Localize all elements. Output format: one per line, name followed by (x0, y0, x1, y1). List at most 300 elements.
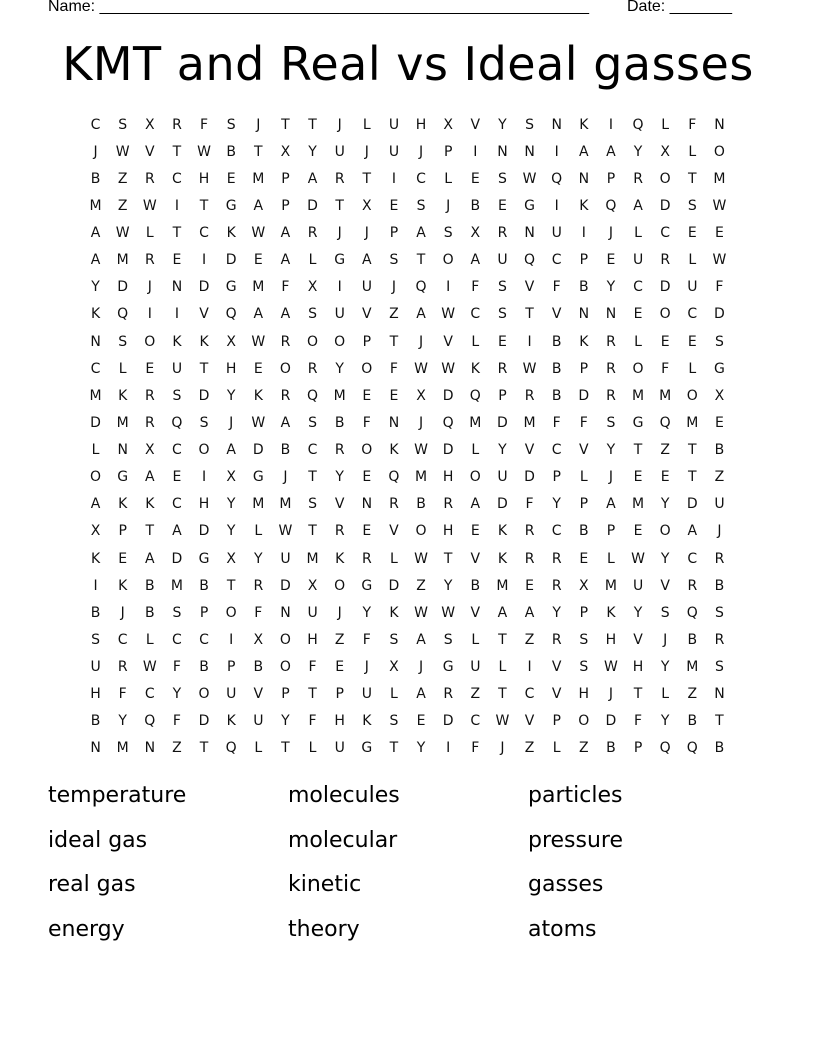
grid-letter: M (116, 740, 129, 757)
grid-letter: E (633, 306, 643, 323)
word-list-item: molecules (288, 783, 400, 808)
grid-letter: L (254, 740, 263, 757)
grid-letter: D (578, 387, 590, 404)
grid-letter: L (444, 170, 453, 187)
grid-letter: I (174, 306, 179, 323)
worksheet-header (48, 0, 748, 20)
grid-letter: V (253, 686, 264, 703)
grid-letter: D (442, 387, 454, 404)
grid-letter: Q (659, 414, 671, 431)
grid-letter: W (142, 659, 157, 676)
grid-letter: I (337, 279, 342, 296)
grid-letter: R (280, 333, 291, 350)
grid-letter: Y (335, 469, 344, 486)
word-list-item: atoms (528, 916, 597, 942)
grid-letter: E (362, 469, 372, 486)
grid-letter: M (252, 496, 265, 513)
grid-letter: F (471, 279, 480, 296)
grid-letter: N (551, 116, 562, 133)
grid-letter: N (171, 279, 183, 296)
grid-letter: D (198, 523, 210, 540)
grid-letter: P (606, 170, 616, 187)
grid-letter: G (198, 550, 210, 567)
grid-letter: U (497, 469, 508, 486)
grid-letter: H (442, 523, 454, 540)
grid-letter: B (714, 740, 725, 757)
grid-letter: I (608, 116, 613, 133)
grid-letter: L (661, 116, 670, 133)
grid-letter: S (443, 631, 453, 648)
grid-letter: J (608, 686, 613, 703)
grid-letter: S (389, 713, 399, 730)
grid-letter: G (252, 469, 264, 486)
grid-letter: P (281, 170, 290, 187)
grid-letter: K (497, 523, 508, 540)
grid-letter: V (470, 116, 481, 133)
grid-letter: J (418, 659, 424, 676)
grid-letter: Q (117, 306, 129, 323)
word-list-item: particles (528, 783, 623, 808)
grid-letter: L (552, 740, 561, 757)
grid-letter: B (579, 523, 589, 540)
grid-letter: H (442, 469, 454, 486)
grid-letter: J (391, 279, 396, 296)
grid-letter: N (578, 170, 590, 187)
grid-letter: W (712, 252, 727, 269)
grid-letter: A (524, 604, 535, 621)
grid-letter: R (361, 550, 372, 567)
grid-letter: J (500, 740, 505, 757)
grid-letter: Y (606, 279, 616, 296)
grid-letter: W (441, 306, 456, 323)
grid-letter: M (604, 577, 617, 594)
grid-letter: S (687, 197, 697, 214)
grid-letter: R (551, 550, 562, 567)
grid-letter: E (362, 387, 372, 404)
grid-letter: T (145, 523, 155, 540)
grid-letter: E (687, 333, 697, 350)
grid-letter: B (145, 577, 155, 594)
grid-letter: J (364, 143, 369, 160)
grid-letter: J (364, 659, 369, 676)
grid-letter: X (362, 197, 372, 214)
grid-letter: J (717, 523, 722, 540)
grid-letter: F (172, 713, 181, 730)
grid-letter: X (253, 631, 264, 648)
grid-letter: N (361, 496, 373, 513)
grid-letter: O (90, 469, 102, 486)
grid-letter: V (199, 306, 209, 323)
grid-letter: C (117, 631, 128, 648)
grid-letter: P (226, 659, 236, 676)
grid-letter: C (470, 713, 481, 730)
grid-letter: P (498, 387, 507, 404)
grid-letter: V (551, 306, 562, 323)
grid-letter: N (524, 143, 535, 160)
grid-letter: L (471, 631, 480, 648)
grid-letter: A (497, 604, 508, 621)
word-list-item: ideal gas (48, 827, 148, 853)
grid-letter: Y (226, 387, 236, 404)
grid-letter: C (551, 523, 562, 540)
grid-letter: E (498, 197, 507, 214)
grid-letter: F (281, 279, 290, 296)
grid-letter: I (527, 333, 532, 350)
grid-letter: C (172, 442, 182, 459)
grid-letter: J (337, 604, 342, 621)
grid-letter: J (229, 414, 234, 431)
grid-letter: V (524, 713, 535, 730)
grid-letter: V (524, 442, 535, 459)
grid-letter: R (524, 523, 535, 540)
grid-letter: Z (334, 631, 345, 648)
grid-letter: A (307, 170, 318, 187)
grid-letter: Y (226, 523, 236, 540)
grid-letter: E (498, 333, 507, 350)
grid-letter: O (469, 469, 481, 486)
grid-letter: H (578, 686, 590, 703)
grid-letter: B (253, 659, 264, 676)
grid-letter: Y (335, 360, 344, 377)
grid-letter: P (281, 197, 290, 214)
grid-letter: K (253, 387, 263, 404)
grid-letter: I (93, 577, 98, 594)
grid-letter: O (361, 442, 373, 459)
grid-letter: J (93, 143, 98, 160)
letter-grid (82, 111, 733, 762)
grid-letter: B (90, 170, 101, 187)
grid-letter: O (198, 442, 210, 459)
grid-letter: Y (633, 604, 643, 621)
grid-letter: A (280, 414, 291, 431)
grid-letter: O (442, 252, 454, 269)
grid-letter: D (307, 197, 318, 214)
grid-letter: T (443, 550, 453, 567)
grid-letter: A (416, 225, 426, 242)
grid-letter: J (256, 116, 261, 133)
grid-letter: J (120, 604, 125, 621)
grid-letter: E (633, 523, 643, 540)
grid-letter: B (470, 577, 481, 594)
grid-letter: T (362, 170, 372, 187)
grid-letter: A (362, 252, 372, 269)
grid-letter: A (416, 686, 426, 703)
grid-letter: T (335, 197, 344, 214)
grid-letter: B (687, 713, 698, 730)
grid-letter: A (470, 496, 481, 513)
grid-letter: C (551, 442, 562, 459)
grid-letter: A (687, 523, 698, 540)
grid-letter: O (713, 143, 725, 160)
grid-letter: T (226, 577, 236, 594)
grid-letter: K (497, 550, 508, 567)
grid-letter: V (660, 577, 670, 594)
grid-letter: J (337, 116, 342, 133)
grid-letter: B (687, 631, 698, 648)
grid-letter: P (606, 523, 616, 540)
grid-letter: N (280, 604, 291, 621)
grid-letter: X (307, 577, 318, 594)
grid-letter: A (280, 306, 291, 323)
grid-letter: S (308, 306, 317, 323)
grid-letter: B (199, 577, 209, 594)
grid-letter: N (714, 116, 725, 133)
grid-letter: O (279, 659, 291, 676)
grid-letter: F (552, 279, 561, 296)
grid-letter: G (334, 252, 346, 269)
grid-letter: Y (498, 116, 507, 133)
grid-letter: T (525, 306, 534, 323)
grid-letter: S (606, 414, 616, 431)
grid-letter: L (145, 225, 154, 242)
grid-letter: R (497, 225, 508, 242)
grid-letter: K (145, 496, 155, 513)
grid-letter: A (579, 143, 589, 160)
grid-letter: W (115, 143, 130, 160)
grid-letter: H (605, 631, 617, 648)
grid-letter: S (416, 197, 426, 214)
grid-letter: H (225, 360, 237, 377)
grid-letter: L (308, 252, 317, 269)
grid-letter: D (280, 577, 291, 594)
grid-letter: G (117, 469, 129, 486)
grid-letter: R (606, 360, 616, 377)
grid-letter: Y (443, 577, 453, 594)
grid-letter: Q (469, 387, 481, 404)
grid-letter: T (172, 225, 182, 242)
grid-letter: J (283, 469, 288, 486)
grid-letter: R (551, 577, 562, 594)
grid-letter: X (226, 333, 236, 350)
grid-letter: X (226, 469, 236, 486)
grid-letter: P (579, 360, 589, 377)
grid-letter: Q (307, 387, 319, 404)
grid-letter: C (416, 170, 426, 187)
grid-letter: I (174, 197, 179, 214)
grid-letter: D (659, 197, 671, 214)
grid-letter: H (307, 631, 318, 648)
grid-letter: S (443, 225, 453, 242)
grid-letter: K (579, 333, 589, 350)
grid-letter: F (471, 740, 480, 757)
grid-letter: S (172, 387, 182, 404)
grid-letter: C (90, 360, 101, 377)
grid-letter: R (334, 170, 345, 187)
grid-letter: W (522, 360, 537, 377)
grid-letter: C (633, 279, 643, 296)
grid-letter: F (172, 659, 181, 676)
grid-letter: U (280, 550, 291, 567)
grid-letter: D (252, 442, 264, 459)
grid-letter: Z (687, 686, 698, 703)
grid-letter: I (554, 143, 559, 160)
grid-letter: Z (117, 197, 128, 214)
grid-letter: F (254, 604, 263, 621)
grid-letter: H (198, 496, 210, 513)
grid-letter: P (552, 469, 561, 486)
grid-letter: Q (225, 306, 237, 323)
grid-letter: M (252, 279, 265, 296)
grid-letter: J (364, 225, 369, 242)
grid-letter: M (170, 577, 183, 594)
grid-letter: T (172, 143, 182, 160)
grid-letter: T (254, 143, 263, 160)
grid-letter: P (362, 333, 372, 350)
word-list-item: real gas (48, 872, 136, 897)
grid-letter: E (660, 333, 670, 350)
grid-letter: P (552, 713, 561, 730)
grid-letter: T (308, 469, 317, 486)
grid-letter: W (414, 550, 428, 567)
grid-letter: A (90, 225, 101, 242)
grid-letter: Q (388, 469, 400, 486)
grid-letter: K (579, 197, 589, 214)
grid-letter: U (253, 713, 264, 730)
grid-letter: R (253, 577, 264, 594)
grid-letter: P (633, 740, 643, 757)
grid-letter: D (171, 550, 183, 567)
grid-letter: J (446, 197, 451, 214)
grid-letter: Z (660, 442, 670, 459)
grid-letter: C (172, 496, 182, 513)
grid-letter: K (389, 442, 399, 459)
name-field-label: Name: _______________________________________________________ (48, 0, 589, 15)
grid-letter: R (334, 442, 345, 459)
grid-letter: C (172, 170, 182, 187)
grid-letter: T (688, 170, 697, 187)
grid-letter: P (443, 143, 453, 160)
grid-letter: R (524, 550, 535, 567)
grid-letter: L (471, 333, 480, 350)
grid-letter: F (661, 360, 670, 377)
grid-letter: B (280, 442, 291, 459)
grid-letter: W (278, 523, 293, 540)
grid-letter: W (441, 360, 456, 377)
grid-letter: F (525, 496, 534, 513)
grid-letter: U (470, 659, 481, 676)
grid-letter: J (147, 279, 152, 296)
grid-letter: F (362, 631, 371, 648)
grid-letter: R (280, 387, 291, 404)
grid-letter: Y (498, 442, 507, 459)
grid-letter: M (632, 387, 645, 404)
grid-letter: A (416, 306, 426, 323)
grid-letter: U (551, 225, 562, 242)
grid-letter: Y (281, 713, 290, 730)
grid-letter: E (145, 360, 155, 377)
grid-letter: G (524, 197, 535, 214)
grid-letter: B (145, 604, 155, 621)
grid-letter: R (117, 659, 128, 676)
grid-letter: D (524, 469, 535, 486)
grid-letter: N (117, 442, 128, 459)
grid-letter: U (334, 306, 345, 323)
grid-letter: W (414, 442, 428, 459)
grid-letter: T (389, 740, 399, 757)
grid-letter: Q (551, 170, 563, 187)
grid-letter: X (307, 279, 318, 296)
grid-letter: O (632, 360, 644, 377)
grid-letter: R (714, 550, 725, 567)
grid-letter: L (390, 550, 398, 567)
grid-letter: Y (660, 496, 670, 513)
grid-letter: E (579, 550, 589, 567)
grid-letter: D (497, 496, 508, 513)
grid-letter: M (415, 469, 428, 486)
grid-letter: S (308, 414, 317, 431)
grid-letter: R (551, 631, 562, 648)
grid-letter: V (470, 550, 481, 567)
grid-letter: F (118, 686, 127, 703)
grid-letter: W (604, 659, 618, 676)
grid-letter: O (307, 333, 319, 350)
grid-letter: D (605, 713, 617, 730)
grid-letter: K (389, 604, 399, 621)
grid-letter: T (498, 631, 507, 648)
grid-letter: P (118, 523, 127, 540)
word-list-item: theory (288, 916, 360, 942)
grid-letter: E (226, 170, 236, 187)
grid-letter: W (414, 604, 428, 621)
grid-letter: L (362, 116, 371, 133)
grid-letter: U (687, 279, 698, 296)
grid-letter: E (118, 550, 128, 567)
grid-letter: X (226, 550, 236, 567)
grid-letter: O (361, 360, 373, 377)
grid-letter: R (497, 360, 508, 377)
grid-letter: E (470, 170, 480, 187)
grid-letter: Q (659, 740, 671, 757)
grid-letter: O (659, 170, 671, 187)
grid-letter: N (605, 306, 617, 323)
grid-letter: K (226, 713, 236, 730)
grid-letter: T (498, 686, 507, 703)
grid-letter: K (606, 604, 616, 621)
grid-letter: R (389, 496, 399, 513)
grid-letter: P (199, 604, 209, 621)
grid-letter: B (714, 577, 725, 594)
grid-letter: W (414, 360, 428, 377)
grid-letter: L (471, 442, 480, 459)
grid-letter: I (473, 143, 478, 160)
grid-letter: L (254, 523, 263, 540)
grid-letter: X (714, 387, 725, 404)
grid-letter: B (606, 740, 616, 757)
grid-letter: W (115, 225, 130, 242)
grid-letter: E (172, 469, 182, 486)
grid-letter: Z (579, 740, 589, 757)
grid-letter: T (688, 469, 697, 486)
grid-letter: K (579, 116, 589, 133)
grid-letter: F (362, 414, 371, 431)
grid-letter: I (446, 740, 451, 757)
grid-letter: C (172, 631, 182, 648)
grid-letter: L (390, 686, 398, 703)
grid-letter: X (389, 659, 399, 676)
grid-letter: R (307, 225, 318, 242)
grid-letter: A (633, 197, 643, 214)
grid-letter: S (389, 252, 399, 269)
grid-letter: O (659, 306, 671, 323)
grid-letter: A (470, 252, 481, 269)
grid-letter: E (389, 197, 399, 214)
grid-letter: T (416, 252, 426, 269)
grid-letter: Y (660, 659, 670, 676)
grid-letter: D (686, 496, 698, 513)
grid-letter: X (443, 116, 453, 133)
grid-letter: A (606, 496, 616, 513)
grid-letter: S (714, 659, 724, 676)
